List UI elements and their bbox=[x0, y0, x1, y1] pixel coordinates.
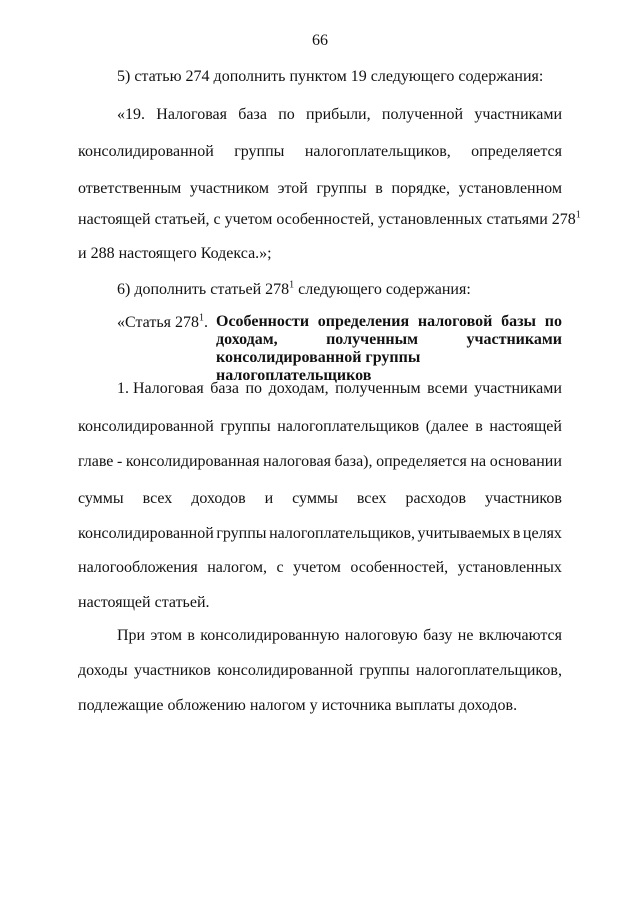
word: учетом bbox=[293, 559, 341, 576]
word: основании bbox=[489, 453, 562, 470]
page-number: 66 bbox=[312, 32, 328, 49]
word: базы bbox=[501, 313, 537, 330]
word: порядке, bbox=[391, 180, 451, 197]
word: установленном bbox=[458, 180, 562, 197]
word: особенностей, bbox=[350, 559, 449, 576]
word: налоговой bbox=[417, 313, 493, 330]
article-heading-lead: «Статья $278^1$. bbox=[117, 312, 208, 331]
word: учитываемых bbox=[417, 525, 511, 542]
word: всеми bbox=[427, 380, 468, 397]
paragraph-line bbox=[78, 142, 562, 162]
word: этом bbox=[150, 627, 182, 644]
word: налогоплательщиков, bbox=[304, 143, 451, 160]
word: (далее bbox=[425, 418, 469, 435]
article-title bbox=[216, 313, 562, 384]
paragraph-line bbox=[78, 417, 562, 437]
word: полученной bbox=[381, 106, 464, 123]
word: участниками bbox=[474, 380, 562, 397]
paragraph-item-6: 6) дополнить статьей $278^1$ следующего содержания: bbox=[117, 279, 471, 298]
word: участников bbox=[485, 490, 562, 507]
paragraph-line bbox=[78, 524, 562, 544]
word: «19. bbox=[117, 106, 145, 123]
word: участниками bbox=[474, 106, 562, 123]
word: Особенности bbox=[216, 313, 310, 330]
word: на bbox=[470, 453, 487, 470]
word: налоговую bbox=[344, 627, 418, 644]
paragraph-item-5: 5) статью 274 дополнить пунктом 19 следующего содержания: bbox=[117, 68, 544, 85]
word: консолидированную bbox=[200, 627, 340, 644]
word: суммы bbox=[292, 490, 338, 507]
word: - bbox=[116, 453, 123, 470]
article-title-line bbox=[216, 313, 562, 331]
word: доходам, bbox=[216, 331, 278, 348]
word: и bbox=[264, 490, 274, 507]
word: прибыли, bbox=[306, 106, 371, 123]
word: установленных bbox=[457, 559, 562, 576]
word: группы bbox=[220, 418, 271, 435]
word: участниками bbox=[466, 331, 562, 348]
word: включаются bbox=[478, 627, 562, 644]
word: консолидированной bbox=[78, 525, 214, 542]
word: этой bbox=[277, 180, 308, 197]
word: доходов bbox=[191, 490, 246, 507]
word: всех bbox=[142, 490, 173, 507]
word: главе bbox=[78, 453, 114, 470]
word: группы bbox=[316, 180, 367, 197]
word: настоящей bbox=[489, 418, 562, 435]
word: 1. Налоговая bbox=[117, 380, 204, 397]
word: консолидированная bbox=[125, 453, 260, 470]
article-title-line bbox=[216, 331, 562, 349]
paragraph-line bbox=[78, 661, 562, 681]
word: доходам, bbox=[268, 380, 329, 397]
paragraph-line bbox=[78, 489, 562, 509]
word: участником bbox=[189, 180, 269, 197]
word: по bbox=[245, 380, 263, 397]
paragraph-line: настоящей статьей. bbox=[78, 594, 210, 611]
word: группы bbox=[359, 662, 410, 679]
word: консолидированной bbox=[78, 143, 214, 160]
paragraph-line: настоящей статьей, с учетом особенностей, установленных статьями $278^1$ bbox=[78, 209, 581, 228]
word: в bbox=[375, 180, 383, 197]
word: полученным bbox=[335, 380, 421, 397]
paragraph-line bbox=[78, 452, 562, 472]
word: налогоплательщиков, bbox=[269, 525, 416, 542]
paragraph-line bbox=[117, 105, 562, 125]
paragraph-line: и 288 настоящего Кодекса.»; bbox=[78, 245, 272, 262]
word: база bbox=[238, 106, 267, 123]
paragraph-line: подлежащие обложению налогом у источника выплаты доходов. bbox=[78, 697, 518, 714]
word: в bbox=[187, 627, 195, 644]
word: база), bbox=[334, 453, 373, 470]
word: полученным bbox=[326, 331, 419, 348]
word: доходы bbox=[78, 662, 128, 679]
word: налоговая bbox=[263, 453, 331, 470]
word: Налоговая bbox=[156, 106, 228, 123]
word: в bbox=[475, 418, 483, 435]
word: в bbox=[512, 525, 521, 542]
word: группы bbox=[234, 143, 285, 160]
paragraph-line bbox=[78, 179, 562, 199]
word: целях bbox=[522, 525, 562, 542]
paragraph-line bbox=[78, 558, 562, 578]
word: налогообложения bbox=[78, 559, 198, 576]
word: всех bbox=[356, 490, 387, 507]
word: консолидированной bbox=[217, 662, 353, 679]
word: с bbox=[276, 559, 284, 576]
word: налогом, bbox=[207, 559, 267, 576]
word: определяется bbox=[376, 453, 467, 470]
word: база bbox=[210, 380, 239, 397]
word: участников bbox=[133, 662, 211, 679]
word: не bbox=[457, 627, 474, 644]
word: налогоплательщиков bbox=[277, 418, 420, 435]
paragraph-line bbox=[117, 379, 562, 399]
word: консолидированной bbox=[78, 418, 214, 435]
word: суммы bbox=[78, 490, 124, 507]
word: расходов bbox=[405, 490, 467, 507]
word: ответственным bbox=[78, 180, 182, 197]
word: определяется bbox=[471, 143, 562, 160]
article-title-line: консолидированной группы налогоплательщиков bbox=[216, 349, 421, 384]
paragraph-line bbox=[117, 626, 562, 646]
word: определения bbox=[317, 313, 410, 330]
word: налогоплательщиков, bbox=[415, 662, 562, 679]
word: базу bbox=[423, 627, 453, 644]
word: по bbox=[544, 313, 562, 330]
word: по bbox=[278, 106, 295, 123]
word: При bbox=[117, 627, 146, 644]
word: группы bbox=[216, 525, 267, 542]
